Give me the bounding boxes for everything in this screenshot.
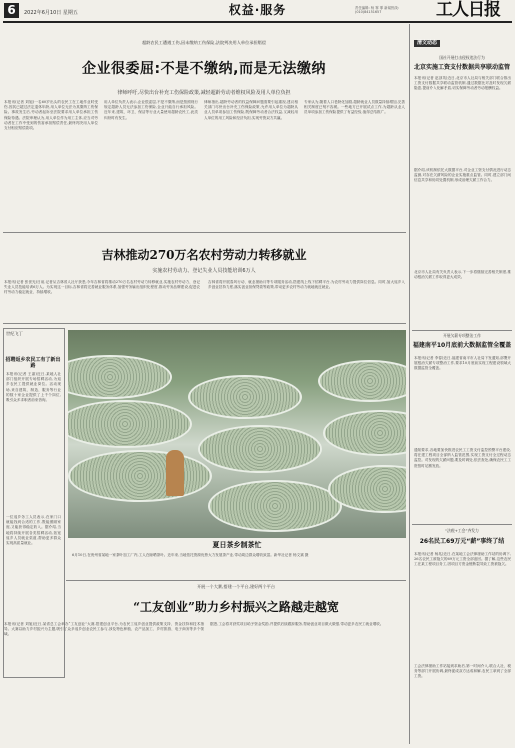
sidebar-story1-p3: 北京市人社局有关负责人表示,下一步将继续完善相关制度,推动根治欠薪工作取得更大成效。	[414, 270, 511, 280]
sidebar-story2-p2: 通知要求,各地要加快推进农民工工资支付监控预警平台建设,将在建工程项目全部纳入监管范围,实现工资支付全过程动态监控。对发现的欠薪问题,要及时调处,依法查处,确保农民工工资按时足额发放。	[414, 448, 511, 468]
story3-kicker: 开展一个大赛,搭建一个平台,建好两个平台	[196, 584, 276, 589]
story1-kicker: 超龄农民工遭遇工伤,因未缴纳工伤保险,法院判决用人单位承担赔偿	[141, 40, 267, 45]
sidebar-story3-p1: 本报讯(记者 杨兆)近日,在某地工会法律援助工作站的协调下,26名农民工被拖欠的69万元工资全部追回。据了解,这些农民工在某工程项目务工,因项目方资金链断裂导致工资被拖欠。	[414, 552, 511, 567]
story2-column-1: 本报讯(记者 张世光)日前,记者从吉林省人社厅获悉,今年吉林省将推动270万名农村劳动力转移就业,实施农村劳动力、登记失业人员技能培训6万人。为实现这一目标,吉林省将完善就业服务体系,加强劳务输出组织化程度,推动劳务品牌建设,促进农村劳动力稳定就业、持续增收。	[4, 280, 200, 295]
column1-body-2: 一位返乡务工人员表示,在家门口就能找到合适的工作,既能照顾家庭,又能获得稳定收入。据介绍,当地将持续开展各类招聘活动,拓宽返乡人员就业渠道,帮助更多群众实现高质量就业。	[6, 515, 61, 546]
story2-column-2: 吉林省将开展春风行动、就业援助月等专项服务活动,搭建线上线下招聘平台,为农村劳动力提供岗位信息。同时,加大返乡入乡创业扶持力度,落实创业担保贷款等政策,带动更多农村劳动力就地就近就业。	[208, 280, 405, 290]
section-title: 权益·服务	[228, 3, 287, 17]
page-number: 6	[4, 3, 19, 18]
sidebar-story2-headline: 福建南平10月底前大数据监管全覆盖	[412, 342, 512, 349]
story2-headline: 吉林推动270万名农村劳动力转移就业	[101, 248, 307, 262]
sidebar-tag: 清文动态	[414, 40, 440, 47]
divider	[412, 330, 512, 331]
masthead-rule	[3, 21, 512, 23]
story3-column-2: 据悉,工会将对获奖项目给予资金奖励,并提供后续跟踪服务,帮助创业项目做大做强,带动更多农民工就业增收。	[210, 622, 384, 626]
sidebar-story1-p2: 据介绍,该机制依托大数据平台,对企业工资支付情况进行动态监测,对存在欠薪风险的企业实施重点监管。同时,建立部门间信息共享和协同处置机制,形成治理欠薪工作合力。	[414, 168, 511, 183]
divider	[3, 323, 406, 324]
sidebar-kicker-2: 开展欠薪专项整治工作	[443, 333, 481, 338]
story1-column-3: 律师指出,超龄劳动者的权益保障问题需要引起重视,建议相关部门尽快出台补充工伤保险政策,允许用人单位为超龄从业人员单项参加工伤保险,既保障劳动者合法权益,又减轻用人单位的用工风险和经济负担,实现劳资双方共赢。	[204, 100, 298, 120]
story1-headline: 企业很委屈:不是不缴纳,而是无法缴纳	[82, 61, 326, 77]
story1-subhead: 律师呼吁,尽快出台补充工伤保险政策,减轻超龄劳动者维权风险及用人单位负担	[117, 90, 291, 96]
story2-subhead: 实施农村劳动力、登记失业人员技能培训6万人	[152, 268, 256, 274]
story1-column-1: 本报讯(记者 刘旭)一名60岁出头的农民工在工地作业时受伤,因其已超过法定退休年龄,用人单位无法为其缴纳工伤保险。事故发生后,劳动者起诉至法院要求用人单位承担工伤保险待遇。法院审理认为,用人单位作为用工主体,应当对劳动者在工作中受到的伤害承担赔偿责任,最终判决用人单位支付相应赔偿款项。	[4, 100, 98, 131]
story1-column-4: 专家认为,随着人口老龄化加剧,超龄就业人员数量持续增加,完善相关制度已刻不容缓。一些地方已开展试点工作,为超龄从业人员单项参加工伤保险提供了有益经验,值得总结推广。	[304, 100, 405, 115]
worker-figure	[166, 450, 184, 496]
editor-credits: 责任编辑: 杨 霏 霏 新闻热线: (010)84151657	[355, 6, 399, 15]
sidebar-kicker-3: “法税+工会”齐发力	[445, 528, 479, 533]
divider	[412, 524, 512, 525]
issue-date: 2022年6月10日 星期五	[24, 10, 78, 16]
column1-body-1: 本报讯(记者 王嘉)近日,某地人社部门组织开展专场招聘活动,为返乡农民工提供就业岗位。活动现场,来自建筑、制造、服务等行业的数十家企业提供了上千个岗位,吸引众多求职者前来咨询。	[6, 372, 61, 403]
divider	[3, 232, 406, 233]
column1-subhead: 招聘返乡农民工有了新出路	[5, 357, 61, 369]
tea-factory-photo	[68, 330, 406, 538]
photo-caption: 6月10日,在贵州省某地一家茶叶加工厂内,工人在晾晒茶叶。近年来,当地依托资源优势大力发展茶产业,带动周边群众增收致富。新华社记者 杨文斌 摄	[72, 553, 309, 557]
story1-column-2: 用人单位负责人表示,企业很委屈,不是不缴纳,而是按照现行规定超龄人员无法参加工伤保险,企业只能自行承担风险。近年来,建筑、环卫、保洁等行业大量使用超龄农民工,此类纠纷时有发生。	[104, 100, 198, 120]
story3-headline: “工友创业”助力乡村振兴之路越走越宽	[133, 600, 339, 614]
sidebar-story3-headline: 26名民工69万元“薪”事终了结	[419, 538, 505, 545]
sidebar-divider	[409, 24, 410, 744]
divider	[66, 580, 406, 581]
sidebar-story1-p1: 本报讯(记者 赵剑英)近日,北京市人社局与相关部门联合推出工资支付数据共享联动监管机制,通过数据比对及时发现欠薪隐患,提前介入化解矛盾,切实保障劳动者劳动报酬权益。	[414, 76, 511, 91]
sidebar-kicker-1: 国社开展打击侵权违法行为	[439, 55, 485, 60]
sidebar-story3-p2: 工会法律援助工作站接到求助后,第一时间介入,联合人社、税务等部门开展协调,最终促成双方达成和解,农民工拿到了全部工资。	[414, 664, 511, 679]
story3-column-1: 本报讯(记者 刘旭)近日,某省总工会举办“工友创业”大赛,搭建创业平台,为农民工返乡创业提供政策支持、资金扶持和技术指导。大赛以助力乡村振兴为主题,吸引了众多返乡创业农民工参与,涉及特色种植、农产品加工、乡村旅游、电子商务等多个领域。	[4, 622, 204, 637]
column-tag: 世纪飞丁	[6, 331, 23, 336]
sidebar-story1-headline: 北京实施工资支付数据共享联动监管	[413, 64, 510, 71]
newspaper-logo: 工人日报	[436, 0, 500, 20]
photo-caption-title: 夏日茶乡制茶忙	[212, 541, 262, 549]
sidebar-story2-p1: 本报讯(记者 李春)近日,福建省南平市人社局下发通知,部署开展根治欠薪专项整治工作,要求10月底前实现工程建设领域大数据监管全覆盖。	[414, 356, 511, 371]
